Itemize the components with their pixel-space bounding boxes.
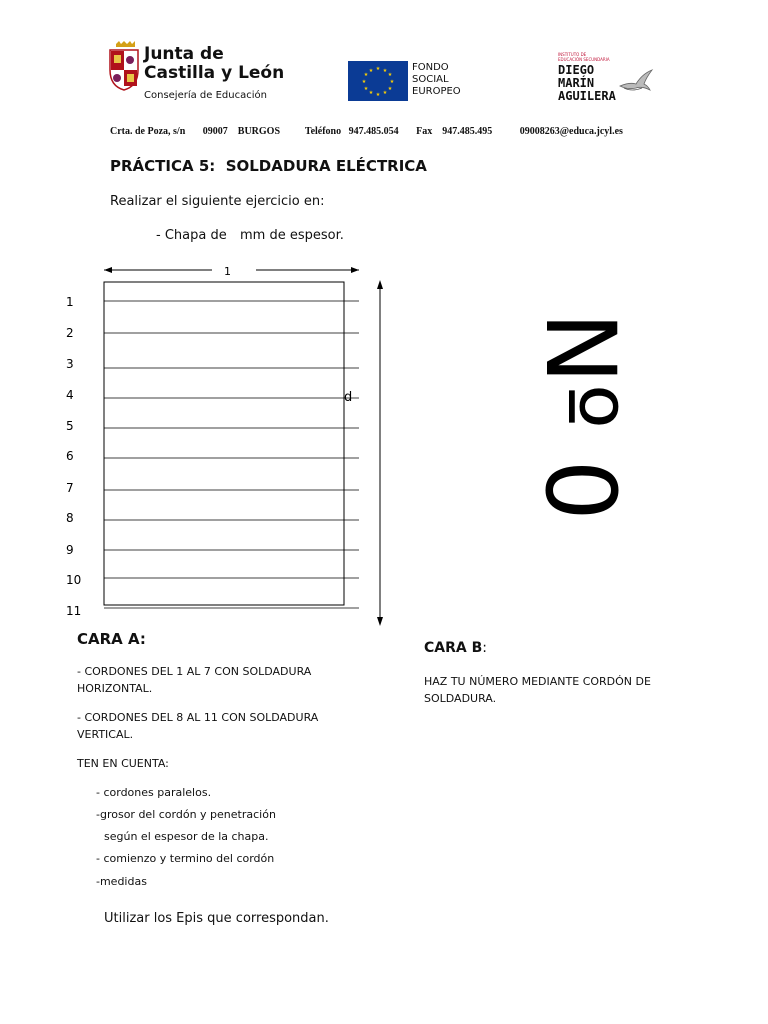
tip-item: -medidas — [96, 875, 147, 888]
svg-text:★: ★ — [363, 86, 369, 92]
row-number: 2 — [66, 326, 74, 340]
row-number: 9 — [66, 543, 74, 557]
width-arrowhead-left — [104, 267, 112, 273]
weld-lines — [104, 301, 359, 608]
plate-outline — [104, 282, 344, 605]
crest-icon — [108, 40, 140, 92]
cara-b-heading-text: CARA B — [424, 640, 483, 656]
width-arrowhead-right — [351, 267, 359, 273]
plate-drawing — [60, 258, 390, 628]
eu-flag-icon — [348, 61, 408, 101]
jcyl-subtitle: Consejería de Educación — [144, 90, 267, 101]
cara-b-item: HAZ TU NÚMERO MEDIANTE CORDÓN DE SOLDADURA. — [424, 675, 651, 705]
tip-item: -grosor del cordón y penetración — [96, 808, 276, 821]
row-number: 6 — [66, 449, 74, 463]
svg-text:★: ★ — [389, 79, 395, 85]
svg-text:★: ★ — [361, 79, 367, 85]
row-number: 10 — [66, 573, 82, 587]
row-number: 4 — [66, 388, 74, 402]
cara-a-item-1: - CORDONES DEL 1 AL 7 CON SOLDADURA HORIZONTAL. — [77, 665, 312, 695]
fse-label: FONDO SOCIAL EUROPEO — [412, 62, 461, 97]
svg-text:★: ★ — [382, 68, 388, 74]
bird-icon — [618, 66, 654, 94]
jcyl-title-line1: Junta de — [144, 44, 224, 64]
closing-text: Utilizar los Epis que correspondan. — [104, 911, 329, 926]
cara-a-note-heading: TEN EN CUENTA: — [77, 757, 169, 770]
row-number: 3 — [66, 357, 74, 371]
height-label: d — [344, 390, 353, 405]
tip-item: - comienzo y termino del cordón — [96, 852, 275, 865]
width-label: 1 — [224, 265, 231, 278]
svg-text:★: ★ — [368, 90, 374, 96]
row-number: 8 — [66, 511, 74, 525]
height-arrowhead-bottom — [377, 617, 383, 626]
cara-a-heading: CARA A: — [77, 630, 146, 648]
number-mark-text: Nº 0 — [524, 312, 636, 521]
svg-text:★: ★ — [375, 66, 381, 72]
intro-text: Realizar el siguiente ejercicio en: — [110, 194, 325, 209]
school-logo — [556, 52, 656, 108]
row-number: 5 — [66, 419, 74, 433]
school-name: DIEGO MARÍN AGUILERA — [558, 63, 616, 103]
chapa-prefix: - Chapa de — [156, 228, 227, 243]
cara-a-item-2: - CORDONES DEL 8 AL 11 CON SOLDADURA VERTICAL. — [77, 711, 319, 741]
svg-text:★: ★ — [382, 90, 388, 96]
height-arrowhead-top — [377, 280, 383, 289]
chapa-suffix: mm de espesor. — [240, 228, 344, 243]
row-number: 1 — [66, 295, 74, 309]
cara-b-heading — [424, 640, 487, 656]
page-title: PRÁCTICA 5: SOLDADURA ELÉCTRICA — [110, 157, 427, 175]
number-mark — [440, 312, 636, 534]
svg-text:★: ★ — [375, 92, 381, 98]
row-number: 7 — [66, 481, 74, 495]
row-number: 11 — [66, 604, 82, 618]
school-institution-label: INSTITUTO DE EDUCACIÓN SECUNDARIA — [558, 52, 610, 62]
jcyl-logo — [108, 40, 285, 106]
jcyl-title-line2: Castilla y León — [144, 63, 285, 83]
svg-text:★: ★ — [368, 68, 374, 74]
contact-line: Crta. de Poza, s/n 09007 BURGOS Teléfono 947.485.054 Fax 947.485.495 09008263@educa.jcyl.es — [110, 126, 623, 137]
tip-item: - cordones paralelos. — [96, 786, 212, 799]
svg-text:★: ★ — [363, 72, 369, 78]
tip-item: según el espesor de la chapa. — [104, 830, 269, 843]
svg-text:★: ★ — [387, 86, 393, 92]
cara-b-heading-suffix: : — [482, 640, 487, 656]
svg-text:★: ★ — [387, 72, 393, 78]
